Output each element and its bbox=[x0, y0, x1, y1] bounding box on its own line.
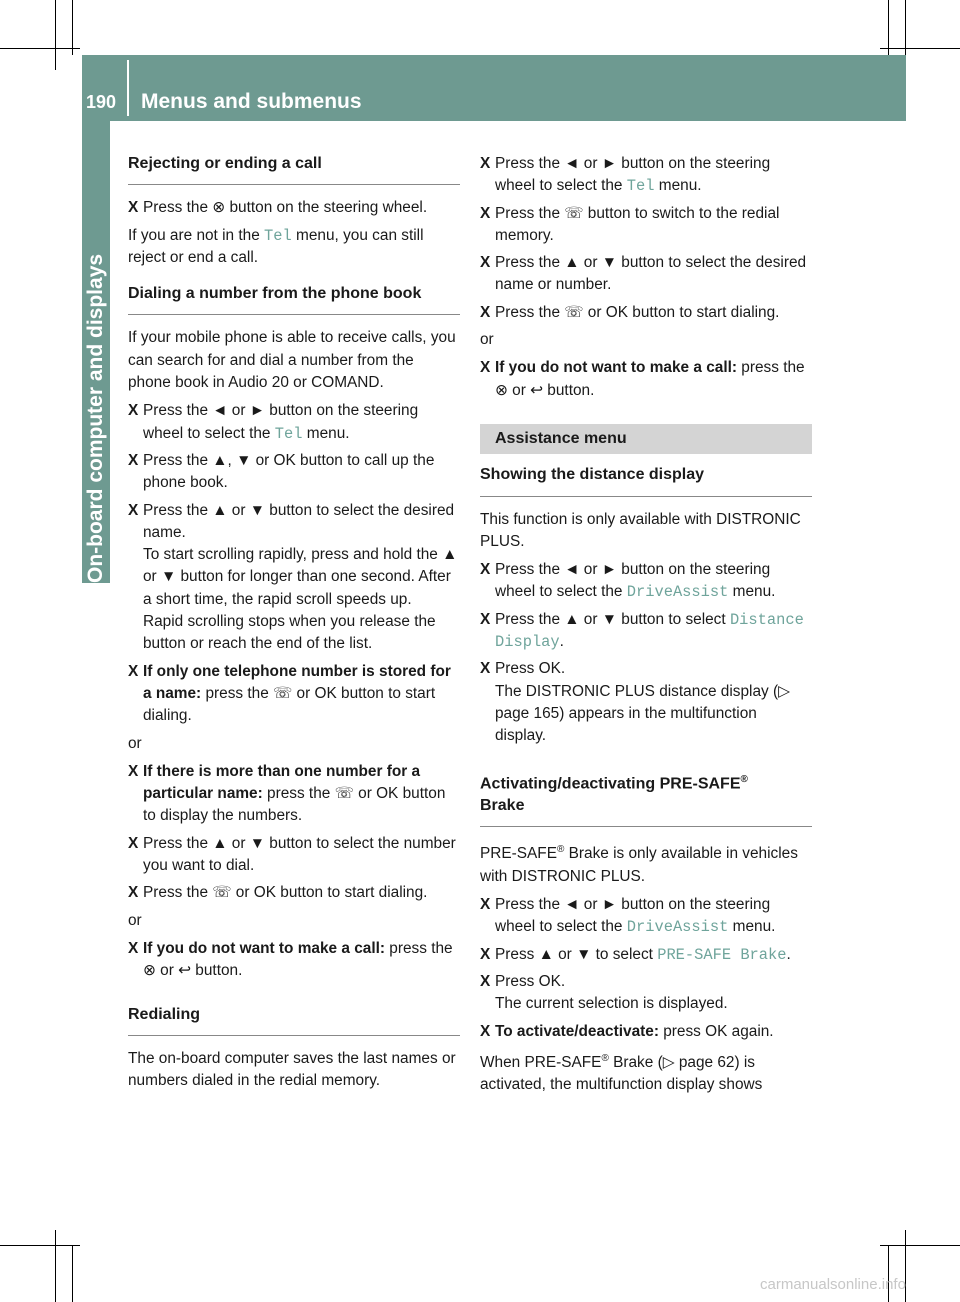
step-condition: To activate/deactivate: bbox=[495, 1022, 659, 1040]
page-title: Menus and submenus bbox=[141, 90, 362, 113]
step-condition: If there is more than one number for a particular name: bbox=[143, 762, 421, 803]
step bbox=[480, 658, 812, 747]
step bbox=[480, 1021, 812, 1043]
left-column bbox=[128, 153, 460, 1098]
side-tab-label: On-board computer and displays bbox=[84, 253, 107, 583]
step: X Press the ☏ button to switch to the redial memory. bbox=[480, 203, 812, 248]
crop-mark bbox=[72, 1245, 73, 1302]
crop-mark bbox=[880, 1245, 960, 1246]
section-heading bbox=[480, 769, 812, 828]
menu-name-tel: Tel bbox=[264, 226, 292, 245]
right-column bbox=[480, 153, 812, 1103]
step-text: press OK again. bbox=[658, 1022, 774, 1040]
step-condition: If only one telephone number is stored for a name: bbox=[143, 662, 451, 702]
step-condition: If you do not want to make a call: bbox=[143, 939, 386, 957]
step-text: Press the ▲ or ▼ button to select the desired name. bbox=[143, 501, 455, 541]
step-text: press the ⊗ or ↩ button. bbox=[495, 359, 805, 399]
step: X Press the ☏ or OK button to start dialing. bbox=[128, 882, 460, 904]
step bbox=[480, 609, 812, 654]
step bbox=[128, 661, 460, 728]
step-text: Press OK. bbox=[495, 660, 566, 678]
paragraph-text: PRE-SAFE bbox=[480, 845, 557, 863]
paragraph: The on-board computer saves the last names or numbers dialed in the redial memory. bbox=[128, 1049, 456, 1090]
header-divider bbox=[127, 60, 129, 116]
crop-mark bbox=[880, 48, 960, 49]
menu-name-distance-display: Distance Display bbox=[495, 610, 804, 652]
step-text: Press OK. bbox=[495, 973, 566, 991]
page-number: 190 bbox=[86, 92, 117, 112]
section-heading: Rejecting or ending a call bbox=[128, 153, 460, 185]
step bbox=[480, 357, 812, 402]
step-text: The DISTRONIC PLUS distance display (▷ page 165) appears in the multifunction display. bbox=[495, 682, 790, 745]
paragraph bbox=[480, 839, 812, 888]
registered-mark: ® bbox=[556, 844, 565, 856]
step bbox=[480, 944, 812, 966]
step-text: Press the ◄ or ► button on the steering wheel to select the bbox=[495, 896, 771, 936]
step-text: The current selection is displayed. bbox=[495, 995, 728, 1013]
step-text: menu. bbox=[302, 424, 350, 442]
crop-mark bbox=[72, 0, 73, 55]
paragraph: If your mobile phone is able to receive calls, you can search for and dial a number from the phone book in Audio 20 or COMAND. bbox=[128, 329, 456, 392]
section-heading: Redialing bbox=[128, 1004, 460, 1036]
step bbox=[480, 894, 812, 939]
section-heading: Dialing a number from the phone book bbox=[128, 283, 460, 315]
step-text: press the ☏ or OK button to display the numbers. bbox=[143, 785, 446, 825]
crop-mark bbox=[55, 1230, 56, 1302]
step-text: menu. bbox=[728, 918, 776, 936]
paragraph-text: When PRE-SAFE bbox=[480, 1054, 602, 1072]
step: X Press the ▲, ▼ or OK button to call up the phone book. bbox=[128, 450, 460, 495]
step-text: Press the ◄ or ► button on the steering wheel to select the bbox=[143, 402, 419, 442]
or-text: or bbox=[128, 734, 142, 752]
note bbox=[128, 225, 460, 270]
menu-name-presafe-brake: PRE-SAFE Brake bbox=[657, 945, 787, 964]
step: X Press the ⊗ button on the steering wheel. bbox=[128, 197, 460, 219]
section-heading: Showing the distance display bbox=[480, 464, 812, 496]
crop-mark bbox=[888, 0, 889, 55]
step-text: Rapid scrolling stops when you release the button or reach the end of the list. bbox=[143, 613, 436, 653]
step-condition: If you do not want to make a call: bbox=[495, 359, 738, 377]
step-text: press the ⊗ or ↩ button. bbox=[143, 939, 453, 980]
heading-text: Brake bbox=[480, 797, 525, 815]
menu-name-tel: Tel bbox=[626, 177, 655, 196]
paragraph-text: Brake is only available in vehicles with DISTRONIC PLUS. bbox=[480, 845, 798, 885]
step-text: Press the ◄ or ► button on the steering wheel to select the bbox=[495, 155, 771, 195]
registered-mark: ® bbox=[740, 773, 748, 785]
paragraph-text: Brake (▷ page 62) is activated, the multifunction display shows bbox=[480, 1054, 763, 1094]
step-text: . bbox=[786, 945, 791, 963]
step bbox=[128, 938, 460, 983]
paragraph bbox=[480, 1048, 812, 1097]
step: X Press the ▲ or ▼ button to select the number you want to dial. bbox=[128, 833, 460, 878]
step bbox=[480, 153, 812, 198]
step bbox=[128, 761, 460, 828]
step-text: menu. bbox=[728, 583, 776, 601]
step-text: menu. bbox=[654, 177, 702, 195]
or-text: or bbox=[128, 911, 142, 929]
note-text: If you are not in the bbox=[128, 226, 265, 244]
crop-mark bbox=[0, 1245, 80, 1246]
or-text: or bbox=[480, 331, 494, 349]
step bbox=[480, 971, 812, 1016]
step: X Press the ▲ or ▼ button to select the desired name or number. bbox=[480, 252, 812, 297]
menu-name-driveassist: DriveAssist bbox=[626, 918, 729, 937]
registered-mark: ® bbox=[601, 1052, 609, 1064]
step: X Press the ☏ or OK button to start dialing. bbox=[480, 302, 812, 324]
crop-mark bbox=[0, 48, 80, 49]
step-text: press the ☏ or OK button to start dialing. bbox=[143, 684, 436, 725]
step-text: . bbox=[559, 633, 564, 651]
step bbox=[128, 400, 460, 445]
crop-mark bbox=[55, 0, 56, 70]
paragraph: This function is only available with DISTRONIC PLUS. bbox=[480, 510, 801, 550]
step bbox=[480, 559, 812, 604]
section-banner: Assistance menu bbox=[480, 424, 812, 454]
step bbox=[128, 500, 460, 656]
note-text: menu, you can still reject or end a call. bbox=[128, 226, 424, 266]
step-text: Press the ◄ or ► button on the steering wheel to select the bbox=[495, 561, 771, 601]
menu-name-driveassist: DriveAssist bbox=[626, 583, 729, 602]
crop-mark bbox=[888, 1245, 889, 1302]
step-text: Press the ▲ or ▼ button to select bbox=[495, 610, 730, 628]
step-text: Press ▲ or ▼ to select bbox=[495, 945, 658, 963]
heading-text: Activating/deactivating PRE-SAFE bbox=[480, 774, 741, 792]
watermark: carmanualsonline.info bbox=[760, 1276, 906, 1293]
step-text: To start scrolling rapidly, press and hold the ▲ or ▼ button for longer than one second. After a short time, the rapid scroll speeds up. bbox=[143, 546, 458, 608]
menu-name-tel: Tel bbox=[274, 424, 303, 443]
